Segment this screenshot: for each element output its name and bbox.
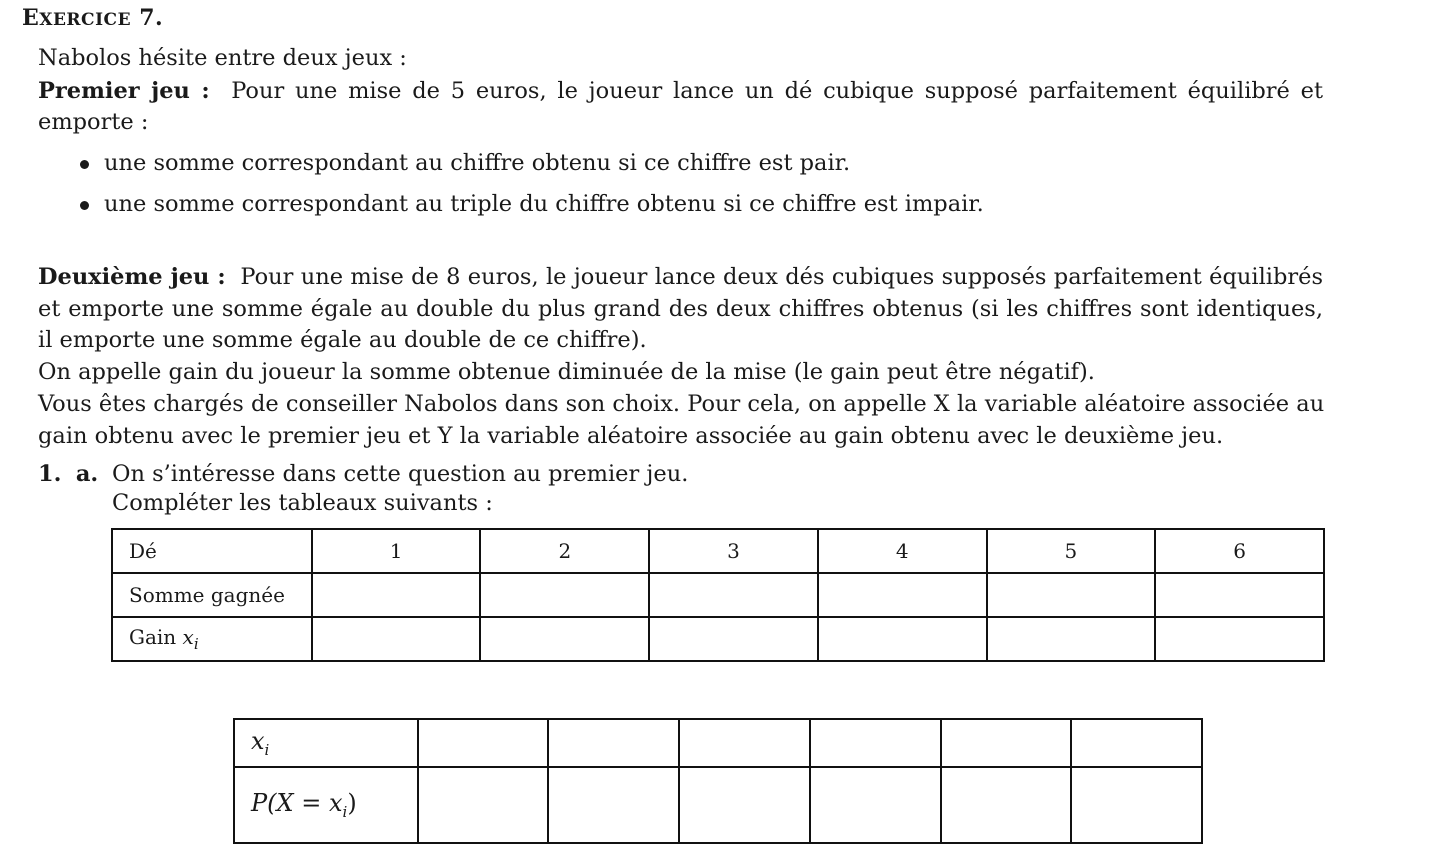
game2-line1	[38, 261, 1323, 293]
answer-cell[interactable]	[418, 767, 549, 843]
intro-text: Nabolos hésite entre deux jeux :	[38, 45, 407, 71]
game1-line2: emporte :	[38, 109, 149, 135]
die-value-cell: 4	[818, 529, 987, 573]
answer-cell[interactable]	[1071, 719, 1202, 767]
table-row	[234, 719, 1202, 767]
row-header-die: Dé	[112, 529, 312, 573]
row-header-xi: $x_i$	[234, 719, 418, 767]
die-value-cell: 1	[312, 529, 481, 573]
answer-cell[interactable]	[810, 719, 941, 767]
die-value-cell: 6	[1155, 529, 1324, 573]
row-header-gain: Gain $x_i$	[112, 617, 312, 661]
answer-cell[interactable]	[1155, 573, 1324, 617]
die-value-cell: 5	[987, 529, 1156, 573]
game2-label: Deuxième jeu :	[38, 264, 226, 290]
answer-cell[interactable]	[987, 573, 1156, 617]
answer-cell[interactable]	[548, 719, 679, 767]
answer-cell[interactable]	[941, 719, 1072, 767]
game1-text: Pour une mise de 5 euros, le joueur lance un dé cubique supposé parfaitement équilibré et	[231, 78, 1323, 104]
answer-cell[interactable]	[818, 573, 987, 617]
question-line1: On s’intéresse dans cette question au premier jeu.	[112, 461, 689, 487]
die-value-cell: 3	[649, 529, 818, 573]
answer-cell[interactable]	[987, 617, 1156, 661]
answer-cell[interactable]	[312, 617, 481, 661]
game1-bullet-2: une somme correspondant au triple du chiffre obtenu si ce chiffre est impair.	[104, 191, 984, 217]
answer-cell[interactable]	[810, 767, 941, 843]
game2-line2: et emporte une somme égale au double du plus grand des deux chiffres obtenus (si les chiffres sont identiques,	[38, 296, 1323, 322]
answer-cell[interactable]	[679, 719, 810, 767]
table-row	[234, 767, 1202, 843]
question-line2: Compléter les tableaux suivants :	[112, 490, 493, 516]
probability-table	[233, 718, 1203, 844]
table-row	[112, 529, 1324, 573]
bullet-icon	[80, 201, 89, 210]
answer-cell[interactable]	[418, 719, 549, 767]
game2-text: Pour une mise de 8 euros, le joueur lance deux dés cubiques supposés parfaitement équilibrés	[240, 264, 1323, 290]
answer-cell[interactable]	[1155, 617, 1324, 661]
bullet-icon	[80, 160, 89, 169]
die-gain-table	[111, 528, 1325, 662]
paragraph-advice-line1: Vous êtes chargés de conseiller Nabolos dans son choix. Pour cela, on appelle X la variable aléatoire associée au	[38, 391, 1325, 417]
answer-cell[interactable]	[818, 617, 987, 661]
game1-line1	[38, 75, 1323, 107]
game2-line3: il emporte une somme égale au double de ce chiffre).	[38, 327, 647, 353]
die-value-cell: 2	[480, 529, 649, 573]
game1-bullet-1: une somme correspondant au chiffre obtenu si ce chiffre est pair.	[104, 150, 851, 176]
table-row	[112, 573, 1324, 617]
answer-cell[interactable]	[480, 573, 649, 617]
answer-cell[interactable]	[548, 767, 679, 843]
answer-cell[interactable]	[679, 767, 810, 843]
answer-cell[interactable]	[1071, 767, 1202, 843]
table-row	[112, 617, 1324, 661]
answer-cell[interactable]	[649, 573, 818, 617]
row-header-amount-won: Somme gagnée	[112, 573, 312, 617]
answer-cell[interactable]	[480, 617, 649, 661]
exercise-title: EXERCICE 7.	[22, 5, 164, 31]
answer-cell[interactable]	[312, 573, 481, 617]
answer-cell[interactable]	[941, 767, 1072, 843]
game1-label: Premier jeu :	[38, 78, 210, 104]
question-number: 1. a.	[38, 461, 99, 487]
paragraph-advice-line2: gain obtenu avec le premier jeu et Y la variable aléatoire associée au gain obtenu avec le deuxième jeu.	[38, 423, 1224, 449]
answer-cell[interactable]	[649, 617, 818, 661]
row-header-probability: $P(X = x_i)$	[234, 767, 418, 843]
paragraph-gain: On appelle gain du joueur la somme obtenue diminuée de la mise (le gain peut être négatif).	[38, 359, 1095, 385]
